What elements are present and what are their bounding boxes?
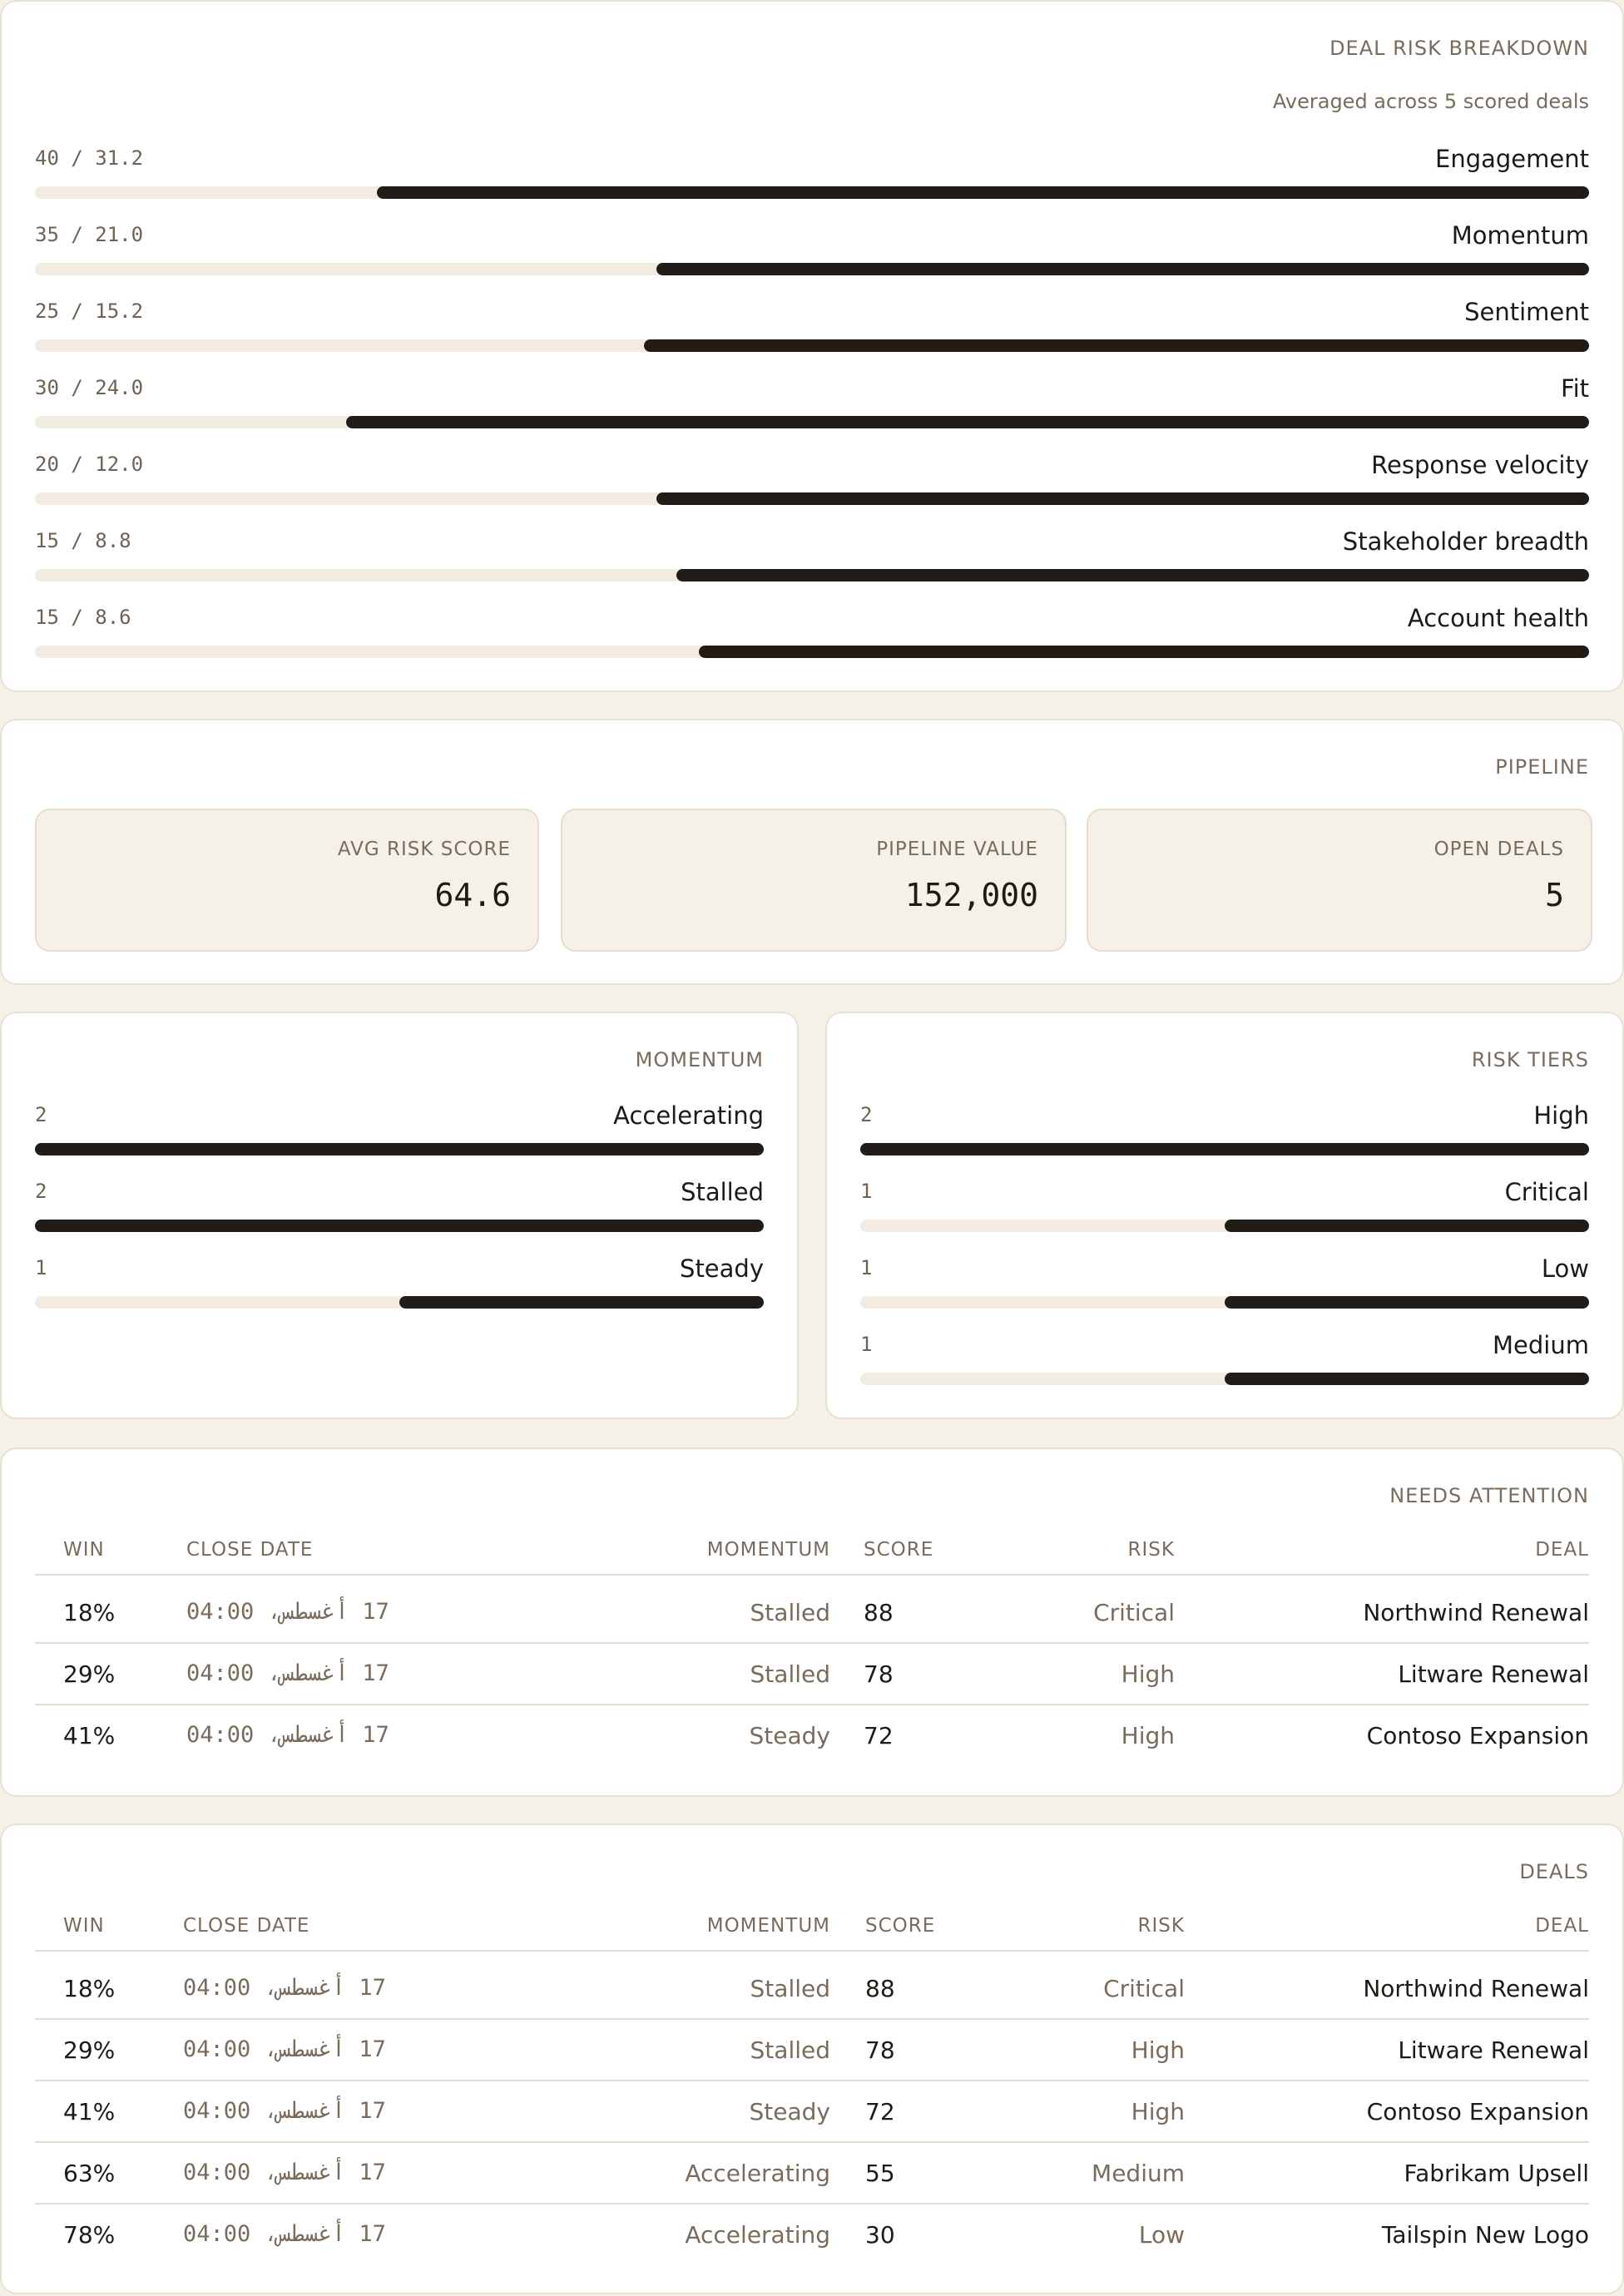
row-label: Accelerating (613, 1101, 764, 1130)
bar-track (35, 646, 1589, 658)
bar-track (35, 416, 1589, 428)
stat-value: 152,000 (904, 877, 1038, 913)
row-label: Stakeholder breadth (1342, 527, 1589, 556)
header-score: SCORE (864, 1539, 934, 1561)
cell-deal: Litware Renewal (1398, 1660, 1589, 1688)
section-title: NEEDS ATTENTION (1389, 1484, 1589, 1507)
bar-fill (377, 186, 1589, 199)
bar-fill (860, 1143, 1589, 1155)
section-title: PIPELINE (1495, 755, 1589, 779)
header-close-date: CLOSE DATE (183, 1915, 310, 1937)
header-risk: RISK (1127, 1539, 1175, 1561)
bar-fill (346, 416, 1589, 428)
table-row (2, 2160, 1622, 2193)
cell-risk: High (1131, 2098, 1185, 2125)
deal-risk-breakdown-card (0, 0, 1624, 692)
cell-momentum: Stalled (750, 1660, 830, 1688)
row-divider (35, 1642, 1589, 1644)
table-row (2, 2221, 1622, 2254)
cell-risk: High (1121, 1722, 1175, 1749)
cell-risk: High (1121, 1660, 1175, 1688)
header-divider (35, 1574, 1589, 1576)
row-label: Medium (1493, 1331, 1589, 1359)
stat-label: AVG RISK SCORE (337, 839, 511, 860)
cell-momentum: Steady (749, 1722, 830, 1749)
bar-fill (399, 1296, 764, 1309)
bar-track (860, 1220, 1589, 1232)
cell-win: 18% (63, 1599, 116, 1626)
header-deal: DEAL (1535, 1539, 1589, 1561)
cell-score: 72 (865, 2098, 895, 2125)
cell-momentum: Accelerating (685, 2221, 830, 2249)
cell-risk: Low (1138, 2221, 1185, 2249)
header-close-date: CLOSE DATE (186, 1539, 314, 1561)
cell-score: 30 (865, 2221, 895, 2249)
bar-track (860, 1296, 1589, 1309)
row-value: 2 (35, 1180, 47, 1203)
row-label: Fit (1561, 374, 1589, 403)
cell-deal: Tailspin New Logo (1381, 2221, 1589, 2249)
cell-deal: Northwind Renewal (1363, 1599, 1589, 1626)
risk-tiers-card (825, 1012, 1624, 1419)
cell-momentum: Steady (749, 2098, 830, 2125)
row-label: Momentum (1451, 221, 1589, 250)
bar-fill (1225, 1296, 1589, 1309)
stat-label: PIPELINE VALUE (876, 839, 1038, 860)
cell-win: 41% (63, 1722, 116, 1749)
cell-score: 88 (864, 1599, 894, 1626)
cell-close-date: 17 أغسطس، 04:00 (186, 1660, 389, 1686)
bar-track (35, 569, 1589, 581)
row-value: 15 / 8.6 (35, 606, 131, 629)
stat-label: OPEN DEALS (1433, 839, 1564, 860)
cell-score: 72 (864, 1722, 894, 1749)
bar-fill (656, 492, 1589, 505)
row-value: 1 (860, 1180, 873, 1203)
cell-close-date: 17 أغسطس، 04:00 (183, 2098, 386, 2124)
cell-close-date: 17 أغسطس، 04:00 (183, 1975, 386, 2001)
row-label: Steady (680, 1254, 764, 1283)
cell-score: 78 (864, 1660, 894, 1688)
header-risk: RISK (1137, 1915, 1185, 1937)
row-value: 1 (35, 1256, 47, 1279)
cell-momentum: Stalled (750, 2036, 830, 2064)
bar-fill (656, 263, 1589, 275)
cell-momentum: Accelerating (685, 2160, 830, 2187)
cell-win: 41% (63, 2098, 116, 2125)
bar-track (35, 1143, 764, 1155)
section-title: DEAL RISK BREAKDOWN (1329, 37, 1589, 60)
bar-fill (1225, 1373, 1589, 1385)
cell-score: 88 (865, 1975, 895, 2002)
bar-track (35, 492, 1589, 505)
header-divider (35, 1950, 1589, 1952)
bar-track (860, 1143, 1589, 1155)
row-value: 1 (860, 1333, 873, 1356)
table-row (2, 2098, 1622, 2131)
cell-win: 18% (63, 1975, 116, 2002)
cell-win: 78% (63, 2221, 116, 2249)
cell-momentum: Stalled (750, 1975, 830, 2002)
bar-fill (699, 646, 1589, 658)
cell-momentum: Stalled (750, 1599, 830, 1626)
bar-track (860, 1373, 1589, 1385)
bar-track (35, 1220, 764, 1232)
bar-track (35, 339, 1589, 352)
header-deal: DEAL (1535, 1915, 1589, 1937)
row-label: Response velocity (1371, 451, 1589, 479)
bar-track (35, 186, 1589, 199)
bar-fill (676, 569, 1589, 581)
cell-score: 55 (865, 2160, 895, 2187)
bar-track (35, 263, 1589, 275)
cell-score: 78 (865, 2036, 895, 2064)
cell-deal: Northwind Renewal (1363, 1975, 1589, 2002)
row-divider (35, 2080, 1589, 2081)
cell-risk: Critical (1093, 1599, 1175, 1626)
row-value: 40 / 31.2 (35, 146, 144, 170)
cell-close-date: 17 أغسطس، 04:00 (183, 2160, 386, 2185)
cell-risk: High (1131, 2036, 1185, 2064)
bar-fill (35, 1143, 764, 1155)
row-divider (35, 2141, 1589, 2143)
cell-close-date: 17 أغسطس، 04:00 (183, 2036, 386, 2062)
row-divider (35, 1704, 1589, 1705)
table-row (2, 2036, 1622, 2070)
row-label: High (1533, 1101, 1589, 1130)
cell-risk: Critical (1103, 1975, 1185, 2002)
row-value: 20 / 12.0 (35, 453, 144, 476)
row-value: 35 / 21.0 (35, 223, 144, 246)
header-score: SCORE (865, 1915, 936, 1937)
table-row (2, 1599, 1622, 1632)
cell-deal: Fabrikam Upsell (1404, 2160, 1589, 2187)
row-value: 1 (860, 1256, 873, 1279)
row-divider (35, 2203, 1589, 2204)
cell-deal: Contoso Expansion (1366, 1722, 1589, 1749)
row-value: 2 (35, 1103, 47, 1126)
table-row (2, 1660, 1622, 1694)
cell-close-date: 17 أغسطس، 04:00 (186, 1722, 389, 1748)
stat-open-deals (1087, 809, 1592, 952)
section-title: DEALS (1519, 1860, 1589, 1883)
momentum-card (0, 1012, 799, 1419)
header-win: WIN (63, 1915, 105, 1937)
cell-close-date: 17 أغسطس، 04:00 (186, 1599, 389, 1625)
section-subtitle: Averaged across 5 scored deals (1272, 90, 1589, 113)
header-win: WIN (63, 1539, 105, 1561)
table-row (2, 1975, 1622, 2008)
row-label: Engagement (1435, 145, 1589, 173)
row-label: Critical (1504, 1178, 1589, 1206)
row-label: Account health (1407, 604, 1589, 632)
row-label: Low (1541, 1254, 1589, 1283)
row-divider (35, 2018, 1589, 2020)
row-label: Stalled (681, 1178, 764, 1206)
row-value: 2 (860, 1103, 873, 1126)
row-value: 25 / 15.2 (35, 299, 144, 323)
cell-deal: Contoso Expansion (1366, 2098, 1589, 2125)
deals-card (0, 1823, 1624, 2294)
cell-close-date: 17 أغسطس، 04:00 (183, 2221, 386, 2247)
row-value: 30 / 24.0 (35, 376, 144, 399)
stat-pipeline-value (561, 809, 1067, 952)
stat-value: 5 (1545, 877, 1564, 913)
table-row (2, 1722, 1622, 1755)
cell-risk: Medium (1092, 2160, 1185, 2187)
section-title: MOMENTUM (635, 1048, 764, 1071)
section-title: RISK TIERS (1471, 1048, 1589, 1071)
bar-track (35, 1296, 764, 1309)
row-label: Sentiment (1464, 298, 1589, 326)
cell-win: 63% (63, 2160, 116, 2187)
stat-value: 64.6 (434, 877, 511, 913)
bar-fill (35, 1220, 764, 1232)
header-momentum: MOMENTUM (706, 1539, 830, 1561)
pipeline-card (0, 719, 1624, 985)
row-value: 15 / 8.8 (35, 529, 131, 552)
header-momentum: MOMENTUM (706, 1915, 830, 1937)
stat-avg-risk-score (35, 809, 539, 952)
cell-win: 29% (63, 2036, 116, 2064)
cell-win: 29% (63, 1660, 116, 1688)
bar-fill (644, 339, 1589, 352)
needs-attention-card (0, 1447, 1624, 1797)
cell-deal: Litware Renewal (1398, 2036, 1589, 2064)
bar-fill (1225, 1220, 1589, 1232)
